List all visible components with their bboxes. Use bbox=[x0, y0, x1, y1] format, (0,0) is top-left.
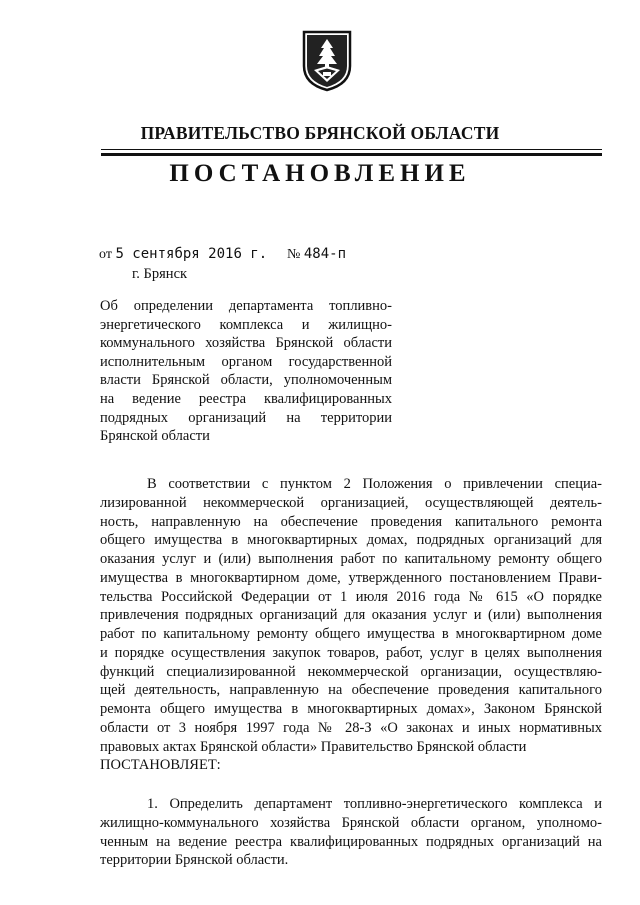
date-line bbox=[99, 246, 267, 263]
body-line: привлечения подрядных организаций для оказания услуг и (или) выполнения bbox=[100, 607, 602, 624]
coat-of-arms-icon bbox=[302, 30, 352, 92]
number-line bbox=[287, 246, 346, 263]
body-line: и порядке осуществления закупок товаров, работ, услуг в целях выполнения bbox=[100, 644, 602, 661]
body-line: работ по капитальному ремонту общего имущества в многоквартирном доме bbox=[100, 626, 602, 642]
resolves-heading: ПОСТАНОВЛЯЕТ: bbox=[100, 757, 221, 774]
item-1-paragraph bbox=[100, 795, 602, 870]
document-type-title: ПОСТАНОВЛЕНИЕ bbox=[169, 160, 471, 187]
header-rule-thick bbox=[101, 153, 602, 156]
government-name: ПРАВИТЕЛЬСТВО БРЯНСКОЙ ОБЛАСТИ bbox=[140, 123, 500, 143]
subject-line: Брянской области bbox=[100, 428, 210, 445]
subject-line: подрядных организаций на территории bbox=[100, 409, 392, 426]
subject-line: Об определении департамента топливно- bbox=[100, 298, 392, 314]
body-line: ремонта общего имущества в многоквартирных домах», Законом Брянской bbox=[100, 701, 602, 717]
preamble-paragraph bbox=[100, 475, 602, 775]
body-line: ность, направленную на обеспечение проведения капитального ремонта bbox=[100, 513, 602, 530]
body-line: ченным на ведение реестра квалифицированных подрядных организаций на bbox=[100, 833, 602, 850]
body-line: функций специализированной некоммерческой организации, осуществляю- bbox=[100, 663, 602, 680]
number-prefix: № bbox=[287, 247, 301, 262]
subject-line: коммунального хозяйства Брянской области bbox=[100, 335, 392, 352]
body-line: области от 3 ноября 1997 года № 28-З «О законах и иных нормативных bbox=[100, 719, 602, 736]
document-subject bbox=[100, 297, 392, 446]
body-line: правовых актах Брянской области» Правительство Брянской области bbox=[100, 738, 527, 755]
subject-line: энергетического комплекса и жилищно- bbox=[100, 316, 392, 333]
body-line: жилищно-коммунального хозяйства Брянской области органом, уполномо- bbox=[100, 814, 602, 831]
subject-line: на ведение реестра квалифицированных bbox=[100, 390, 392, 407]
body-line: имущества в многоквартирном доме, утвержденного постановлением Прави- bbox=[100, 569, 602, 586]
body-line: общего имущества в многоквартирных домах, подрядных организаций для bbox=[100, 532, 602, 549]
body-line: В соответствии с пунктом 2 Положения о привлечении специа- bbox=[147, 476, 602, 492]
body-line: оказания услуг и (или) выполнения работ по капитальному ремонту общего bbox=[100, 551, 602, 567]
body-line: лизированной некоммерческой организацией, осуществляющей деятель- bbox=[100, 494, 602, 511]
document-city: г. Брянск bbox=[132, 266, 188, 282]
document-number: 484-п bbox=[303, 246, 347, 262]
subject-line: исполнительным органом государственной bbox=[100, 353, 392, 370]
body-line: территории Брянской области. bbox=[100, 852, 289, 869]
document-date: 5 сентября 2016 г. bbox=[115, 246, 268, 262]
body-line: 1. Определить департамент топливно-энергетического комплекса и bbox=[147, 796, 602, 812]
subject-line: власти Брянской области, уполномоченным bbox=[100, 372, 392, 389]
header-rule-thin bbox=[101, 149, 602, 150]
body-line: щей деятельность, направленную на обеспечение проведения капитального bbox=[100, 682, 602, 699]
date-prefix: от bbox=[99, 247, 112, 262]
body-line: тельства Российской Федерации от 1 июля 2016 года № 615 «О порядке bbox=[100, 588, 602, 605]
